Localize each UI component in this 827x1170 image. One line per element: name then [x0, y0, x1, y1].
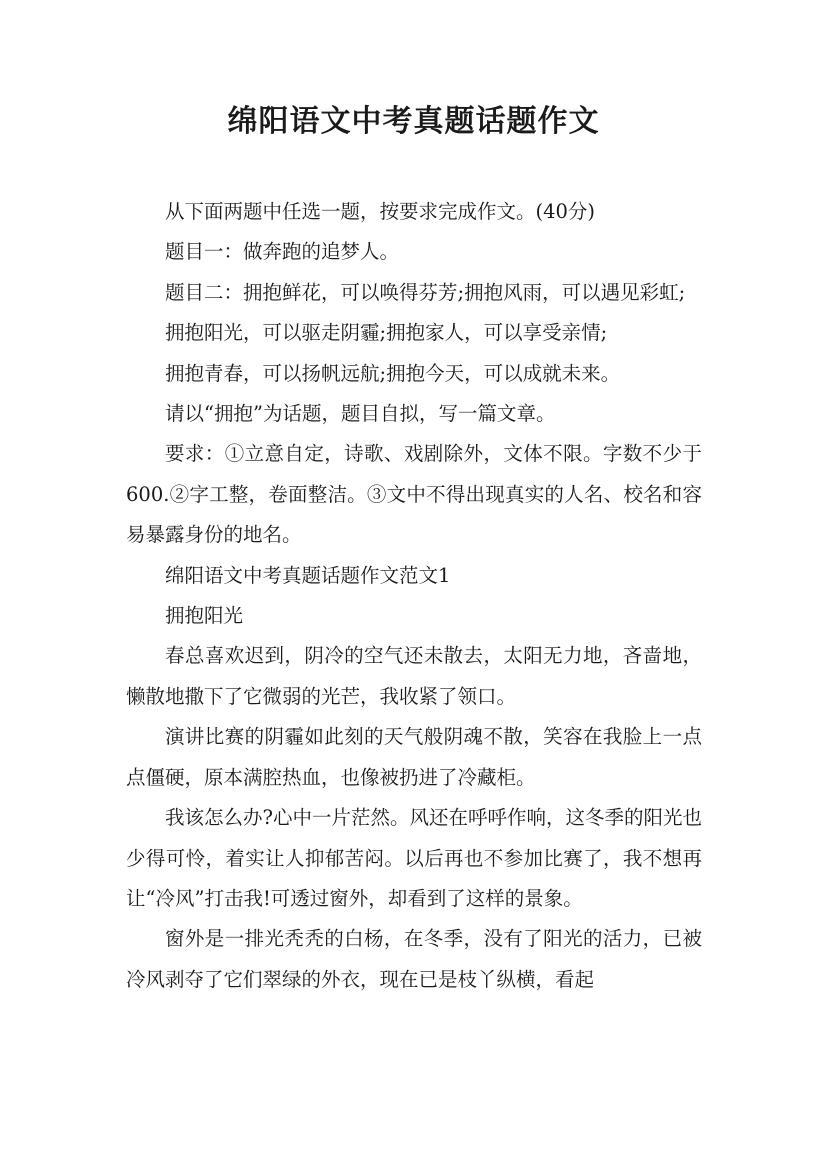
paragraph: 拥抱青春，可以扬帆远航;拥抱今天，可以成就未来。 — [165, 361, 621, 385]
paragraph: 演讲比赛的阴霾如此刻的天气般阴魂不散，笑容在我脸上一点点僵硬，原本满腔热血，也像被扔进了冷藏柜。 — [126, 725, 702, 789]
paragraph: 春总喜欢迟到，阴冷的空气还未散去，太阳无力地，吝啬地，懒散地撒下了它微弱的光芒，我收紧了领口。 — [126, 644, 702, 708]
document-body — [126, 192, 702, 1000]
paragraph: 我该怎么办?心中一片茫然。风还在呼呼作响，这冬季的阳光也少得可怜，着实让人抑郁苦闷。以后再也不参加比赛了，我不想再让“冷风”打击我!可透过窗外，却看到了这样的景象。 — [126, 806, 702, 910]
essay-heading: 绵阳语文中考真题话题作文范文1 — [165, 563, 451, 587]
paragraph: 拥抱阳光，可以驱走阴霾;拥抱家人，可以享受亲情; — [165, 321, 608, 345]
paragraph: 要求：①立意自定，诗歌、戏剧除外，文体不限。字数不少于600.②字工整，卷面整洁。③文中不得出现真实的人名、校名和容易暴露身份的地名。 — [126, 442, 702, 547]
paragraph: 窗外是一排光秃秃的白杨，在冬季，没有了阳光的活力，已被冷风剥夺了它们翠绿的外衣，现在已是枝丫纵横，看起 — [126, 927, 702, 991]
paragraph: 题目一：做奔跑的追梦人。 — [165, 240, 400, 264]
essay-title: 拥抱阳光 — [165, 604, 244, 628]
paragraph: 从下面两题中任选一题，按要求完成作文。(40分) — [165, 200, 596, 223]
document-title: 绵阳语文中考真题话题作文 — [227, 104, 600, 139]
paragraph: 请以“拥抱”为话题，题目自拟，写一篇文章。 — [165, 402, 556, 426]
paragraph: 题目二：拥抱鲜花，可以唤得芬芳;拥抱风雨，可以遇见彩虹; — [165, 280, 686, 304]
